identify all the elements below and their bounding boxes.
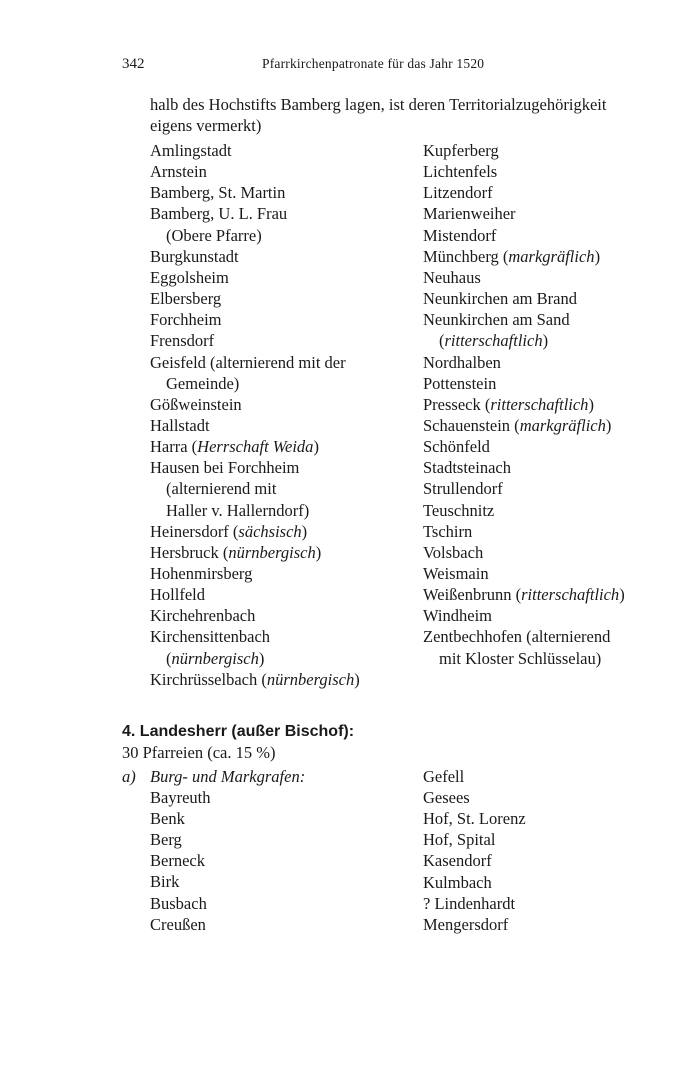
parish-entry <box>423 288 577 309</box>
parish-name: Münchberg ( <box>423 246 509 266</box>
parish-entry <box>423 500 494 521</box>
parish-name: Neuhaus <box>423 267 481 287</box>
territory-note: ritterschaftlich <box>521 585 620 605</box>
parish-entry: Gefell <box>423 767 465 786</box>
parish-name: Harra ( <box>150 437 198 457</box>
parish-name: Weißenbrunn ( <box>423 585 522 605</box>
territory-note: ritterschaftlich <box>444 331 543 351</box>
intro-line: halb des Hochstifts Bamberg lagen, ist deren Territorialzugehörigkeit <box>150 95 607 114</box>
parish-name: Hallstadt <box>150 415 210 435</box>
parish-name: (Obere Pfarre) <box>166 225 262 245</box>
parish-entry <box>423 352 501 373</box>
parish-name: Strullendorf <box>423 479 503 499</box>
parish-entry <box>423 605 492 626</box>
closing-paren: ) <box>605 415 612 435</box>
parish-name: Volsbach <box>423 542 484 562</box>
parish-entry <box>150 352 346 373</box>
parish-entry: Berg <box>150 830 182 850</box>
subsection-label <box>122 766 305 787</box>
parish-entry <box>150 161 207 182</box>
parish-entry <box>423 373 496 394</box>
parish-name: Windheim <box>423 606 492 626</box>
parish-name: mit Kloster Schlüsselau) <box>439 648 602 668</box>
parish-entry <box>150 521 307 542</box>
subsection-marker: a) <box>122 767 136 786</box>
parish-name: Nordhalben <box>423 352 501 372</box>
closing-paren: ) <box>301 521 308 541</box>
parish-name: Bamberg, U. L. Frau <box>150 204 288 224</box>
territory-note: sächsisch <box>238 521 302 541</box>
parish-entry <box>423 203 516 224</box>
parish-entry: Berneck <box>150 851 205 871</box>
parish-entry <box>423 394 594 415</box>
closing-paren: ) <box>619 585 625 605</box>
closing-paren: ) <box>542 331 549 351</box>
running-title: Pfarrkirchenpatronate für das Jahr 1520 <box>262 56 485 71</box>
closing-paren: ) <box>588 394 594 414</box>
parish-entry: Birk <box>150 872 180 892</box>
parish-name: Bamberg, St. Martin <box>150 183 286 203</box>
territory-note: nürnbergisch <box>228 542 316 562</box>
parish-entry <box>423 140 499 161</box>
parish-entry: Creußen <box>150 914 206 934</box>
parish-name: ( <box>439 331 445 351</box>
parish-name: Kirchehrenbach <box>150 606 256 626</box>
parish-name: Gößweinstein <box>150 394 242 414</box>
parish-name: Lichtenfels <box>423 162 498 182</box>
parish-name: Kirchrüsselbach ( <box>150 669 267 689</box>
parish-entry <box>423 182 493 203</box>
parish-entry <box>439 648 601 669</box>
parish-entry <box>166 500 309 521</box>
parish-entry <box>423 521 472 542</box>
parish-name: Kupferberg <box>423 141 499 160</box>
parish-entry <box>423 584 625 605</box>
parish-name: Tschirn <box>423 521 473 541</box>
parish-entry <box>423 415 611 436</box>
page-header <box>122 56 512 78</box>
subsection-title: Burg- und Markgrafen: <box>150 767 306 786</box>
parish-entry <box>423 542 483 563</box>
parish-name: Stadtsteinach <box>423 458 511 478</box>
parish-entry: Bayreuth <box>150 788 211 807</box>
closing-paren: ) <box>313 437 319 457</box>
parish-entry: Benk <box>150 809 185 829</box>
parish-name: Frensdorf <box>150 331 215 351</box>
parish-entry <box>150 542 321 563</box>
parish-entry <box>150 288 221 309</box>
parish-name: Hausen bei Forchheim <box>150 458 300 478</box>
parish-name: Neunkirchen am Brand <box>423 289 577 309</box>
parish-name: Marienweiher <box>423 204 516 224</box>
parish-entry: Kasendorf <box>423 851 492 871</box>
section-count: 30 Pfarreien (ca. 15 %) <box>122 743 276 762</box>
closing-paren: ) <box>258 648 265 668</box>
parish-name: Kirchensittenbach <box>150 627 271 647</box>
parish-entry <box>423 563 489 584</box>
parish-entry <box>423 309 570 330</box>
parish-entry <box>150 203 287 224</box>
parish-name: Teuschnitz <box>423 500 495 520</box>
parish-entry <box>423 161 497 182</box>
parish-entry <box>423 225 496 246</box>
parish-name: Presseck ( <box>423 394 491 414</box>
territory-note: nürnbergisch <box>266 669 355 689</box>
intro-line: eigens vermerkt) <box>150 116 262 135</box>
parish-name: Amlingstadt <box>150 141 232 160</box>
territory-note: nürnbergisch <box>171 648 259 668</box>
parish-entry <box>150 626 270 647</box>
parish-name: Hohenmirsberg <box>150 564 253 583</box>
parish-entry <box>150 394 242 415</box>
parish-entry <box>150 330 214 351</box>
closing-paren: ) <box>594 246 601 266</box>
parish-name: Zentbechhofen (alternierend <box>423 627 611 647</box>
parish-entry <box>166 373 239 394</box>
parish-name: Heinersdorf ( <box>150 521 239 541</box>
parish-name: Neunkirchen am Sand <box>423 310 570 330</box>
parish-name: Schauenstein ( <box>423 415 520 435</box>
parish-name: ( <box>166 648 172 668</box>
parish-entry: ? Lindenhardt <box>423 893 516 913</box>
parish-entry <box>423 457 511 478</box>
parish-entry <box>150 140 232 161</box>
parish-name: Schönfeld <box>423 437 490 457</box>
parish-entry <box>150 669 360 690</box>
parish-name: Haller v. Hallerndorf) <box>166 500 310 520</box>
parish-entry <box>150 457 299 478</box>
parish-entry <box>150 246 239 267</box>
parish-entry <box>166 648 264 669</box>
parish-entry <box>150 436 319 457</box>
parish-entry: Kulmbach <box>423 872 492 892</box>
page-number: 342 <box>122 56 145 72</box>
parish-name: Hollfeld <box>150 585 205 605</box>
parish-name: Weismain <box>423 564 489 583</box>
territory-note: Herrschaft Weida <box>197 437 314 457</box>
parish-entry <box>150 563 252 584</box>
parish-name: Litzendorf <box>423 183 493 203</box>
territory-note: ritterschaftlich <box>490 394 589 414</box>
territory-note: markgräflich <box>519 415 606 435</box>
parish-entry <box>423 246 600 267</box>
parish-name: Geisfeld (alternierend mit der <box>150 352 346 372</box>
parish-name: Elbersberg <box>150 289 222 309</box>
parish-name: Burgkunstadt <box>150 246 239 266</box>
parish-name: Mistendorf <box>423 225 497 245</box>
section-heading: 4. Landesherr (außer Bischof): <box>122 723 355 740</box>
territory-note: markgräflich <box>508 246 595 266</box>
parish-entry <box>423 436 490 457</box>
parish-name: Pottenstein <box>423 373 497 393</box>
parish-entry: Mengersdorf <box>423 914 509 934</box>
parish-entry <box>150 182 285 203</box>
parish-entry <box>439 330 548 351</box>
parish-entry: Hof, Spital <box>423 830 496 850</box>
parish-entry <box>150 309 222 330</box>
parish-name: Forchheim <box>150 310 222 330</box>
parish-name: Gemeinde) <box>166 373 240 393</box>
parish-name: Hersbruck ( <box>150 542 229 562</box>
closing-paren: ) <box>354 669 360 689</box>
parish-entry <box>423 478 503 499</box>
parish-name: Arnstein <box>150 162 207 182</box>
parish-entry: Gesees <box>423 788 470 808</box>
parish-entry <box>150 267 229 288</box>
parish-entry <box>166 478 276 499</box>
closing-paren: ) <box>315 542 322 562</box>
parish-entry: Hof, St. Lorenz <box>423 809 526 829</box>
parish-entry <box>150 584 205 605</box>
parish-entry <box>423 267 481 288</box>
parish-entry <box>150 415 210 436</box>
parish-entry <box>166 225 262 246</box>
parish-entry <box>423 626 610 647</box>
parish-entry: Busbach <box>150 893 207 913</box>
parish-name: (alternierend mit <box>166 479 277 499</box>
parish-name: Eggolsheim <box>150 267 229 287</box>
parish-entry <box>150 605 255 626</box>
